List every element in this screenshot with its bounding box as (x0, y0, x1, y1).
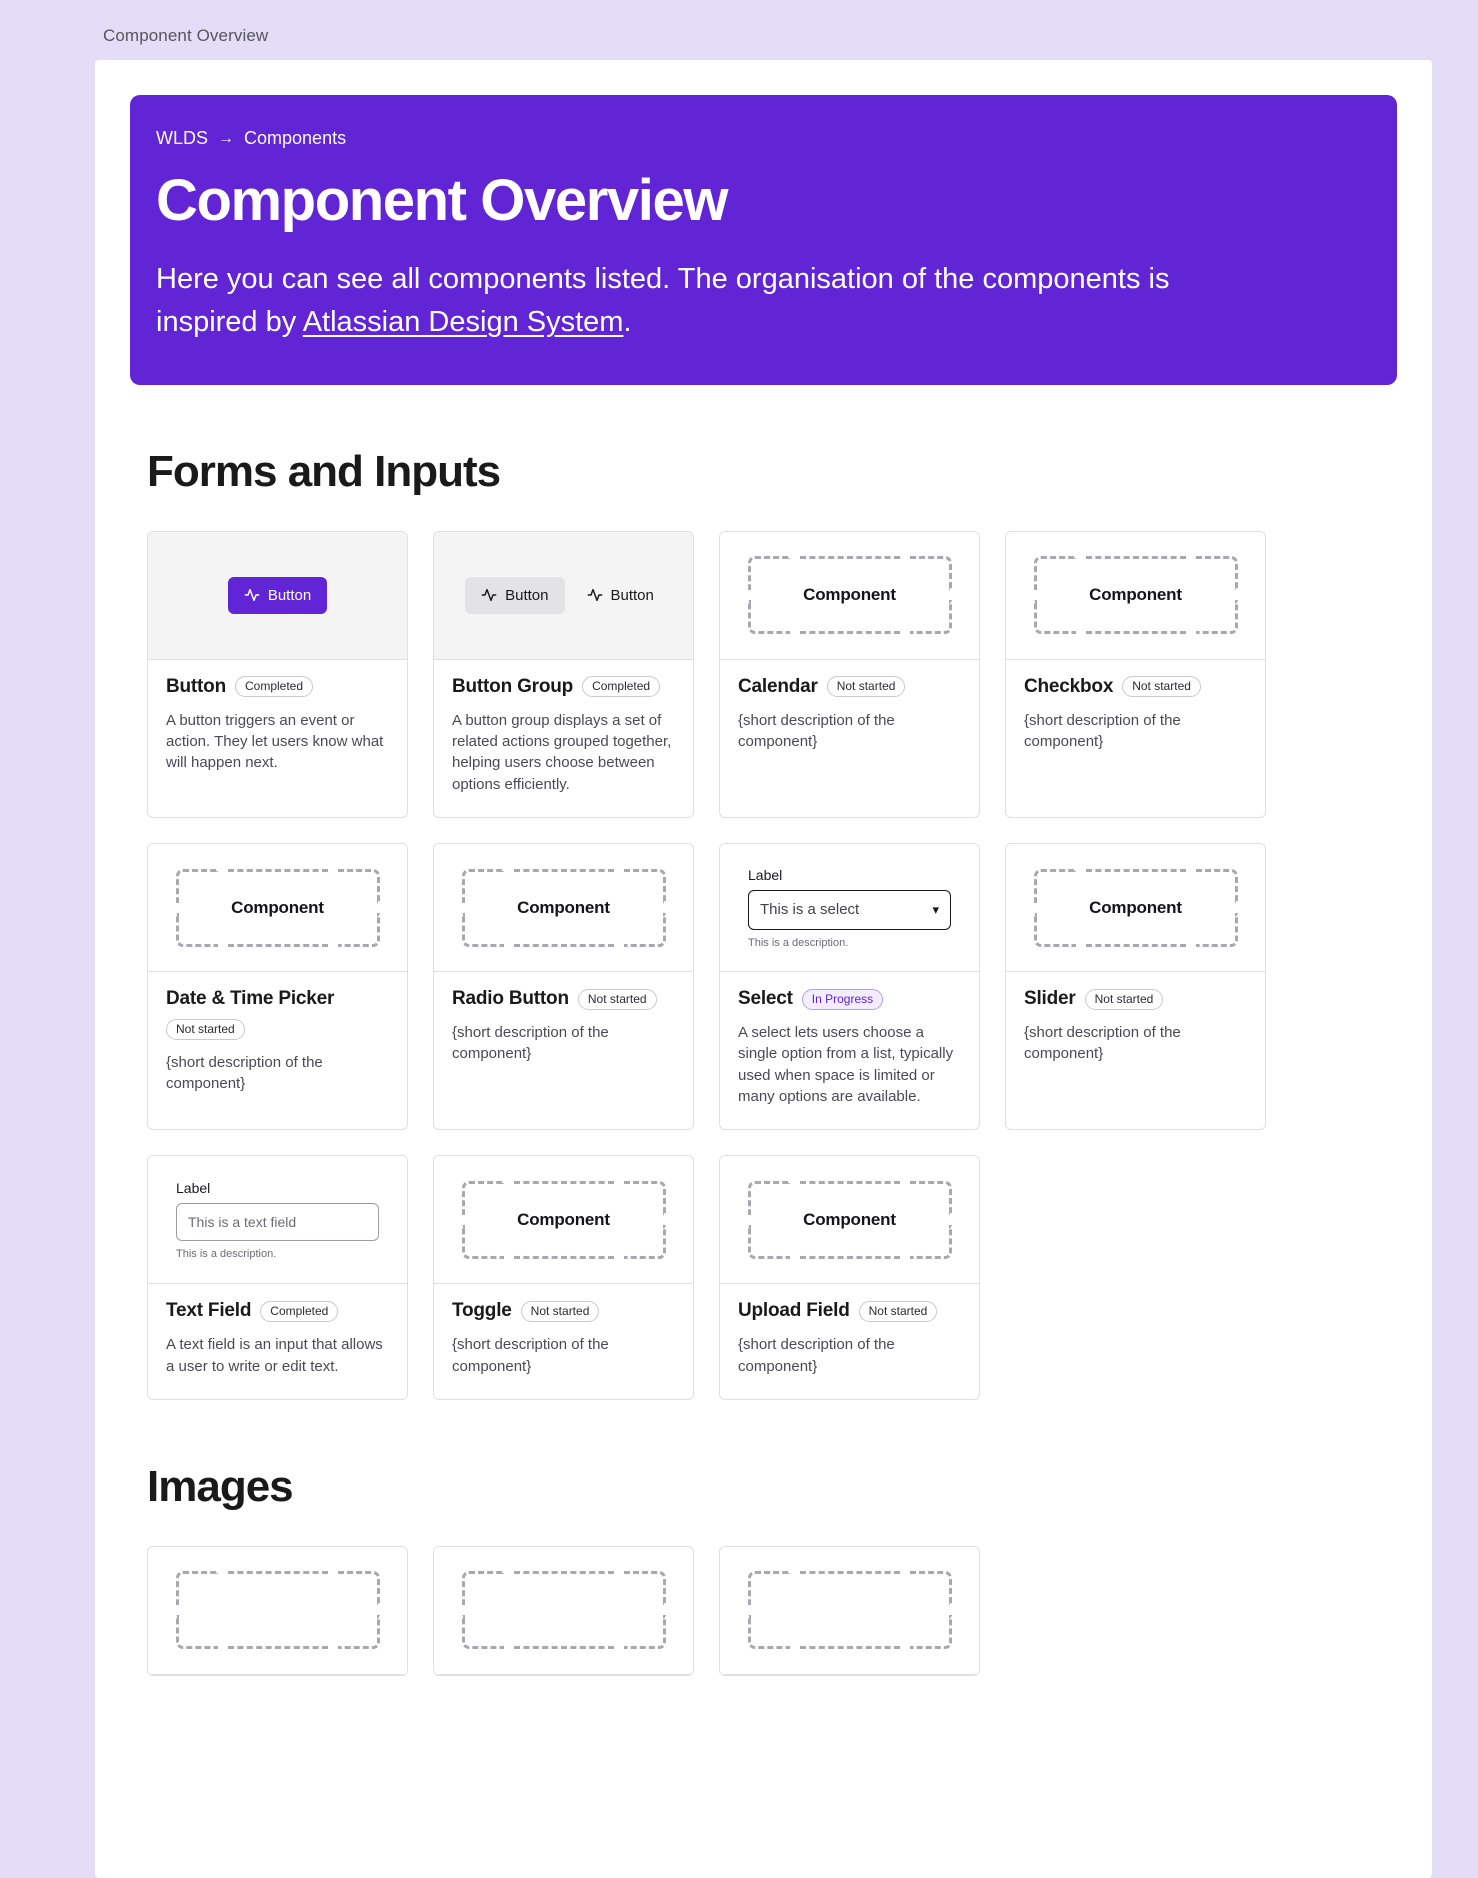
card-body (1006, 972, 1265, 1129)
pulse-icon (587, 587, 603, 603)
placeholder-edge-icon (228, 869, 328, 872)
card-head (1024, 988, 1247, 1010)
component-placeholder (176, 869, 380, 947)
component-card-slider[interactable] (1005, 843, 1266, 1130)
placeholder-corner-icon (176, 913, 218, 947)
placeholder-corner-icon (624, 913, 666, 947)
placeholder-corner-icon (1034, 913, 1076, 947)
placeholder-corner-icon (624, 1615, 666, 1649)
placeholder-corner-icon (748, 1615, 790, 1649)
text-field-label: Label (176, 1179, 211, 1196)
placeholder-edge-icon (514, 869, 614, 872)
placeholder-edge-icon (514, 1571, 614, 1574)
status-badge: Not started (166, 1019, 245, 1040)
placeholder-edge-icon (1086, 631, 1186, 634)
placeholder-corner-icon (910, 600, 952, 634)
placeholder-corner-icon (462, 1225, 504, 1259)
document-sheet (95, 60, 1432, 1878)
card-head (452, 676, 675, 698)
card-title: Select (738, 988, 793, 1010)
card-description: A button group displays a set of related actions grouped together, helping users choose between options efficiently. (452, 711, 672, 793)
placeholder-corner-icon (910, 556, 952, 590)
card-description: {short description of the component} (1024, 711, 1181, 751)
card-preview (148, 532, 407, 660)
placeholder-edge-icon (800, 1571, 900, 1574)
demo-button-group-first[interactable] (465, 577, 564, 614)
component-placeholder (462, 869, 666, 947)
placeholder-corner-icon (748, 556, 790, 590)
card-description: {short description of the component} (738, 711, 895, 751)
component-placeholder (748, 556, 952, 634)
hero-description (156, 258, 1186, 345)
component-card-image-2[interactable] (433, 1546, 694, 1676)
placeholder-corner-icon (338, 869, 380, 903)
status-badge: Completed (235, 676, 313, 697)
demo-button-group-second-label: Button (610, 586, 654, 604)
component-card-upload-field[interactable] (719, 1155, 980, 1400)
section-title: Forms and Inputs (147, 446, 501, 496)
component-grid-images (147, 1546, 1397, 1676)
component-card-checkbox[interactable] (1005, 531, 1266, 818)
card-title: Date & Time Picker (166, 988, 335, 1010)
section-title: Images (147, 1461, 293, 1511)
component-placeholder (1034, 556, 1238, 634)
placeholder-corner-icon (910, 1181, 952, 1215)
placeholder-label: Component (803, 585, 896, 605)
placeholder-label: Component (1089, 585, 1182, 605)
card-title: Button (166, 675, 226, 697)
placeholder-corner-icon (1196, 913, 1238, 947)
chevron-down-icon: ▾ (932, 901, 939, 917)
placeholder-edge-icon (800, 631, 900, 634)
card-title: Upload Field (738, 1300, 850, 1322)
placeholder-edge-icon (1086, 556, 1186, 559)
pulse-icon (244, 587, 260, 603)
placeholder-corner-icon (462, 869, 504, 903)
card-body (434, 660, 693, 817)
pulse-icon (481, 587, 497, 603)
component-card-radio-button[interactable] (433, 843, 694, 1130)
text-field-input[interactable]: This is a text field (176, 1203, 379, 1241)
card-title: Checkbox (1024, 675, 1114, 697)
card-head (452, 988, 675, 1010)
card-preview (434, 1547, 693, 1675)
placeholder-edge-icon (800, 556, 900, 559)
component-card-image-3[interactable] (719, 1546, 980, 1676)
card-preview (148, 1547, 407, 1675)
component-placeholder (176, 1571, 380, 1649)
placeholder-corner-icon (624, 1225, 666, 1259)
status-badge: In Progress (802, 989, 883, 1010)
placeholder-corner-icon (462, 1615, 504, 1649)
placeholder-corner-icon (1034, 600, 1076, 634)
placeholder-label: Component (517, 1209, 610, 1229)
card-title: Calendar (738, 675, 818, 697)
card-preview (434, 1156, 693, 1284)
placeholder-corner-icon (176, 1615, 218, 1649)
placeholder-edge-icon (1086, 869, 1186, 872)
card-description: A select lets users choose a single option from a list, typically used when space is limited or many options are available. (738, 1024, 954, 1105)
placeholder-edge-icon (514, 1181, 614, 1184)
section-images (130, 1400, 1397, 1676)
placeholder-corner-icon (462, 913, 504, 947)
placeholder-edge-icon (228, 1571, 328, 1574)
placeholder-edge-icon (800, 1181, 900, 1184)
card-description: A button triggers an event or action. They let users know what will happen next. (166, 711, 384, 772)
card-body (720, 1284, 979, 1399)
placeholder-edge-icon (514, 1256, 614, 1259)
card-preview (434, 844, 693, 972)
atlassian-design-system-link[interactable]: Atlassian Design System (302, 306, 624, 339)
placeholder-corner-icon (176, 1571, 218, 1605)
card-preview (1006, 532, 1265, 660)
text-field-demo (162, 1180, 393, 1260)
component-card-calendar[interactable] (719, 531, 980, 818)
card-head (738, 1300, 961, 1322)
placeholder-edge-icon (1086, 944, 1186, 947)
placeholder-corner-icon (910, 1571, 952, 1605)
component-placeholder (748, 1571, 952, 1649)
component-grid (147, 531, 1397, 1400)
placeholder-label: Component (803, 1209, 896, 1229)
status-badge: Not started (859, 1301, 938, 1322)
placeholder-corner-icon (462, 1181, 504, 1215)
status-badge: Not started (578, 989, 657, 1010)
component-placeholder (748, 1181, 952, 1259)
placeholder-corner-icon (624, 1571, 666, 1605)
placeholder-edge-icon (228, 1646, 328, 1649)
card-preview (720, 1156, 979, 1284)
component-card-text-field[interactable] (147, 1155, 408, 1400)
placeholder-edge-icon (228, 944, 328, 947)
component-card-image-1[interactable] (147, 1546, 408, 1676)
component-card-button-group[interactable] (433, 531, 694, 818)
card-head (166, 1300, 389, 1322)
card-description: {short description of the component} (738, 1336, 895, 1375)
placeholder-corner-icon (1034, 869, 1076, 903)
card-preview (720, 532, 979, 660)
placeholder-corner-icon (1196, 869, 1238, 903)
card-preview (720, 844, 979, 972)
card-head (738, 988, 961, 1010)
component-placeholder (462, 1181, 666, 1259)
section-forms-and-inputs (130, 385, 1397, 1400)
card-body (148, 972, 407, 1129)
card-description: {short description of the component} (452, 1336, 609, 1375)
placeholder-corner-icon (338, 1571, 380, 1605)
card-body (720, 660, 979, 817)
card-body (148, 1284, 407, 1399)
breadcrumb-item-wlds[interactable]: WLDS (156, 128, 209, 148)
card-preview (434, 532, 693, 660)
placeholder-corner-icon (1034, 556, 1076, 590)
status-badge: Not started (521, 1301, 600, 1322)
component-placeholder (1034, 869, 1238, 947)
status-badge: Completed (582, 676, 660, 697)
card-title: Button Group (452, 675, 574, 697)
placeholder-corner-icon (748, 1225, 790, 1259)
demo-button[interactable] (228, 577, 327, 614)
hero-banner (130, 95, 1397, 385)
placeholder-edge-icon (514, 1646, 614, 1649)
text-field-hint: This is a description. (176, 1247, 277, 1260)
placeholder-label: Component (517, 897, 610, 917)
placeholder-corner-icon (748, 1571, 790, 1605)
card-body (720, 972, 979, 1129)
component-card-button[interactable] (147, 531, 408, 818)
placeholder-corner-icon (910, 1615, 952, 1649)
card-body (434, 1284, 693, 1399)
status-badge: Not started (1122, 676, 1201, 697)
card-description: {short description of the component} (452, 1024, 609, 1063)
arrow-right-icon: → (218, 129, 235, 147)
hero-description-text: Here you can see all components listed. The organisation of the components is inspired by (156, 262, 1170, 339)
card-preview (1006, 844, 1265, 972)
placeholder-edge-icon (800, 1256, 900, 1259)
demo-button-group-second[interactable] (579, 577, 662, 614)
card-head (166, 988, 389, 1040)
card-body (148, 660, 407, 817)
page-label: Component Overview (103, 26, 269, 45)
component-card-toggle[interactable] (433, 1155, 694, 1400)
placeholder-edge-icon (800, 1646, 900, 1649)
placeholder-corner-icon (748, 1181, 790, 1215)
demo-button-group-first-label: Button (505, 586, 549, 604)
select-input[interactable] (748, 890, 951, 930)
card-head (452, 1300, 675, 1322)
placeholder-corner-icon (1196, 600, 1238, 634)
card-body (434, 972, 693, 1129)
card-title: Slider (1024, 988, 1076, 1010)
breadcrumb-item-components[interactable]: Components (244, 128, 347, 148)
status-badge: Completed (260, 1301, 338, 1322)
card-body (1006, 660, 1265, 817)
card-preview (148, 1156, 407, 1284)
select-label: Label (748, 866, 783, 883)
placeholder-corner-icon (624, 1181, 666, 1215)
placeholder-corner-icon (176, 869, 218, 903)
card-title: Radio Button (452, 988, 569, 1010)
status-badge: Not started (1085, 989, 1164, 1010)
placeholder-corner-icon (910, 1225, 952, 1259)
select-value: This is a select (760, 901, 860, 919)
select-hint: This is a description. (748, 936, 849, 949)
card-preview (148, 844, 407, 972)
card-title: Text Field (166, 1300, 252, 1322)
card-description: A text field is an input that allows a user to write or edit text. (166, 1336, 383, 1375)
card-preview (720, 1547, 979, 1675)
component-card-date-time-picker[interactable] (147, 843, 408, 1130)
placeholder-corner-icon (748, 600, 790, 634)
placeholder-corner-icon (338, 1615, 380, 1649)
card-head (738, 676, 961, 698)
demo-button-label: Button (267, 586, 312, 604)
breadcrumb (156, 128, 1371, 149)
card-head (166, 676, 389, 698)
placeholder-corner-icon (1196, 556, 1238, 590)
placeholder-corner-icon (462, 1571, 504, 1605)
card-title: Toggle (452, 1300, 512, 1322)
placeholder-corner-icon (338, 913, 380, 947)
select-demo (734, 867, 965, 949)
component-card-select[interactable] (719, 843, 980, 1130)
card-head (1024, 676, 1247, 698)
status-badge: Not started (827, 676, 906, 697)
placeholder-edge-icon (514, 944, 614, 947)
card-description: {short description of the component} (1024, 1024, 1181, 1063)
placeholder-corner-icon (624, 869, 666, 903)
component-placeholder (462, 1571, 666, 1649)
placeholder-label: Component (1089, 897, 1182, 917)
page-title: Component Overview (156, 168, 728, 233)
card-description: {short description of the component} (166, 1054, 323, 1093)
hero-description-suffix: . (623, 306, 632, 339)
placeholder-label: Component (231, 897, 324, 917)
